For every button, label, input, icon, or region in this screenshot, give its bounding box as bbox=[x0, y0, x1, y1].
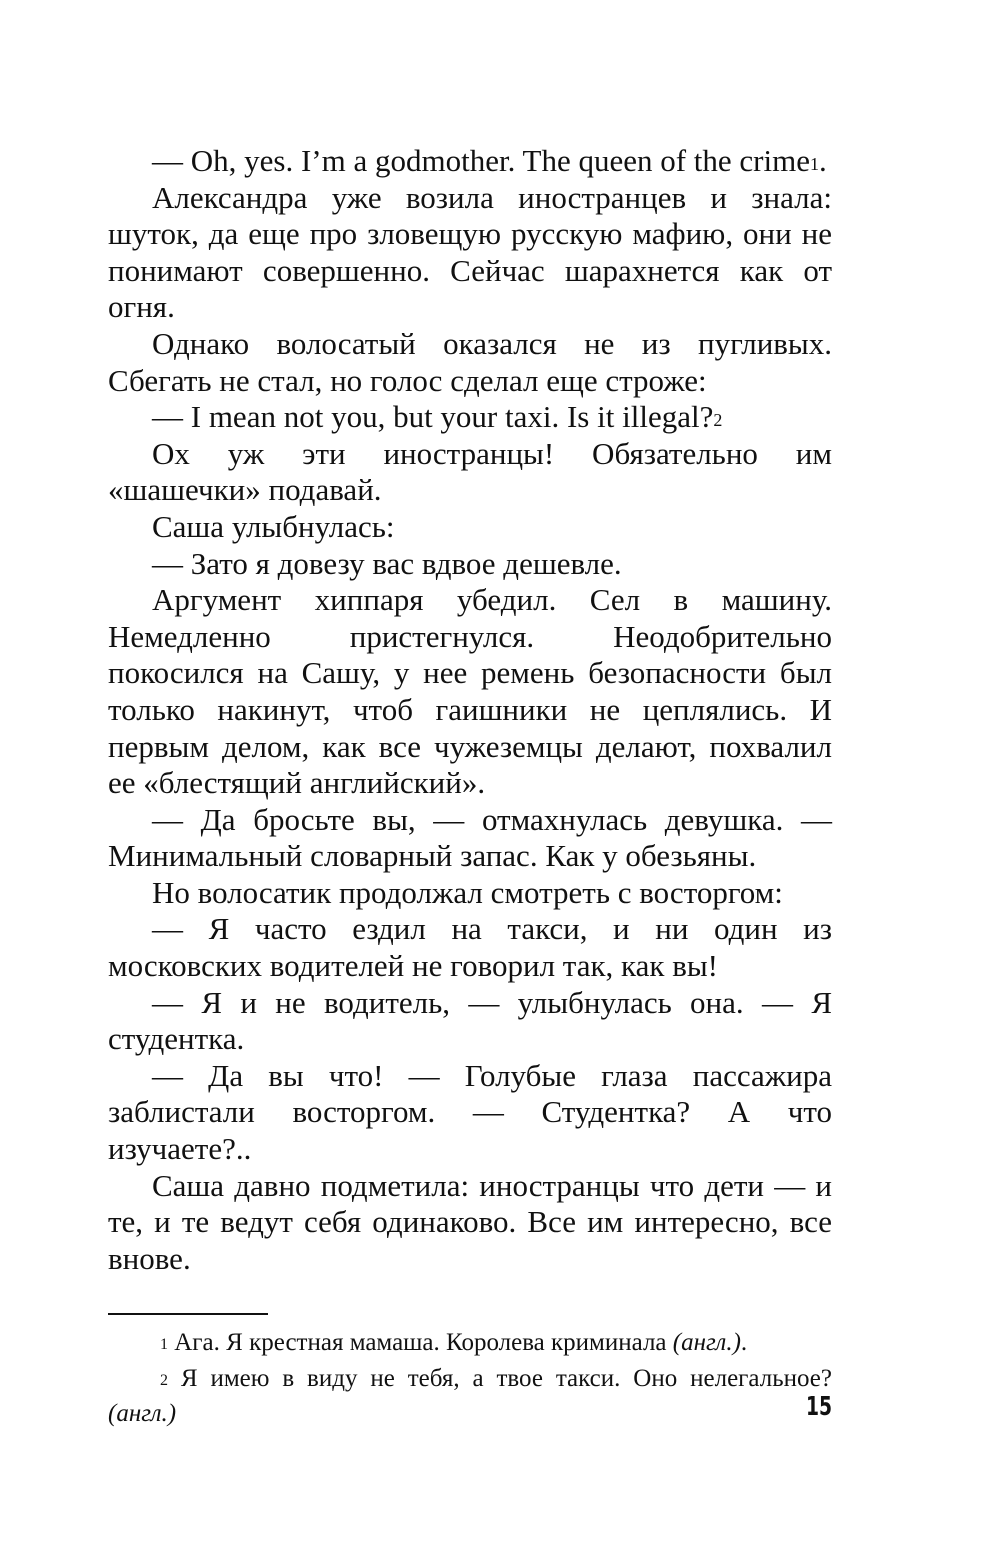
footnote-1-end: . bbox=[740, 1329, 748, 1357]
paragraph-6: Саша улыбнулась: bbox=[152, 508, 395, 544]
paragraph-4 bbox=[108, 399, 832, 436]
footnote-marker-2: 2 bbox=[160, 1371, 168, 1389]
paragraph-3: Однако волосатый оказался не из пугливых. Сбегать не стал, но голос сделал еще строже: bbox=[108, 325, 832, 398]
footnote-2 bbox=[108, 1361, 832, 1432]
footnote-divider bbox=[108, 1313, 268, 1315]
book-page bbox=[108, 143, 832, 1432]
paragraph-14: Саша давно подметила: иностранцы что дети — и те, и те ведут себя одинаково. Все им интересно, все внове. bbox=[108, 1167, 832, 1276]
paragraph-11: — Я часто ездил на такси, и ни один из московских водителей не говорил так, как вы! bbox=[108, 911, 832, 984]
paragraph-8: Аргумент хиппаря убедил. Сел в машину. Немедленно пристегнулся. Неодобрительно покосился на Сашу, у нее ремень безопасности был только накинут, чтоб гаишники не цеплялись. И первым делом, как все чужеземцы делают, похвалил ее «блестящий английский». bbox=[108, 582, 832, 801]
footnote-2-language-label: (англ.) bbox=[108, 1400, 177, 1428]
footnote-reference-2: 2 bbox=[713, 410, 723, 431]
footnote-marker-1: 1 bbox=[160, 1336, 168, 1354]
paragraph-10: Но волосатик продолжал смотреть с восторгом: bbox=[152, 874, 783, 910]
footnote-reference-1: 1 bbox=[810, 154, 819, 174]
paragraph-2: Александра уже возила иностранцев и знала: шуток, да еще про зловещую русскую мафию, они не понимают совершенно. Сейчас шарахнется как от огня. bbox=[108, 179, 832, 325]
paragraph-1-text: — Oh, yes. I’m a godmother. The queen of the crime bbox=[152, 143, 810, 178]
paragraph-7: — Зато я довезу вас вдвое дешевле. bbox=[152, 545, 622, 581]
paragraph-12: — Я и не водитель, — улыбнулась она. — Я студентка. bbox=[108, 984, 832, 1057]
footnote-1-language-label: (англ.) bbox=[672, 1329, 741, 1357]
footnote-1-text: Ага. Я крестная мамаша. Королева криминала bbox=[174, 1329, 673, 1357]
paragraph-4-text: — I mean not you, but your taxi. Is it illegal? bbox=[152, 399, 714, 435]
footnote-2-text: Я имею в виду не тебя, а твое такси. Оно нелегальное? bbox=[180, 1364, 833, 1392]
paragraph-9: — Да бросьте вы, — отмахнулась девушка. — Минимальный словарный запас. Как у обезьяны. bbox=[108, 801, 832, 874]
page-number: 15 bbox=[805, 1392, 832, 1422]
paragraph-5: Ох уж эти иностранцы! Обязательно им «шашечки» подавай. bbox=[108, 435, 832, 508]
footnote-1 bbox=[108, 1325, 832, 1361]
main-text bbox=[108, 143, 832, 1277]
footnotes bbox=[108, 1325, 832, 1432]
paragraph-1 bbox=[108, 143, 832, 180]
paragraph-1-end: . bbox=[819, 143, 827, 178]
paragraph-13: — Да вы что! — Голубые глаза пассажира заблистали восторгом. — Студентка? А что изучаете?.. bbox=[108, 1057, 832, 1167]
